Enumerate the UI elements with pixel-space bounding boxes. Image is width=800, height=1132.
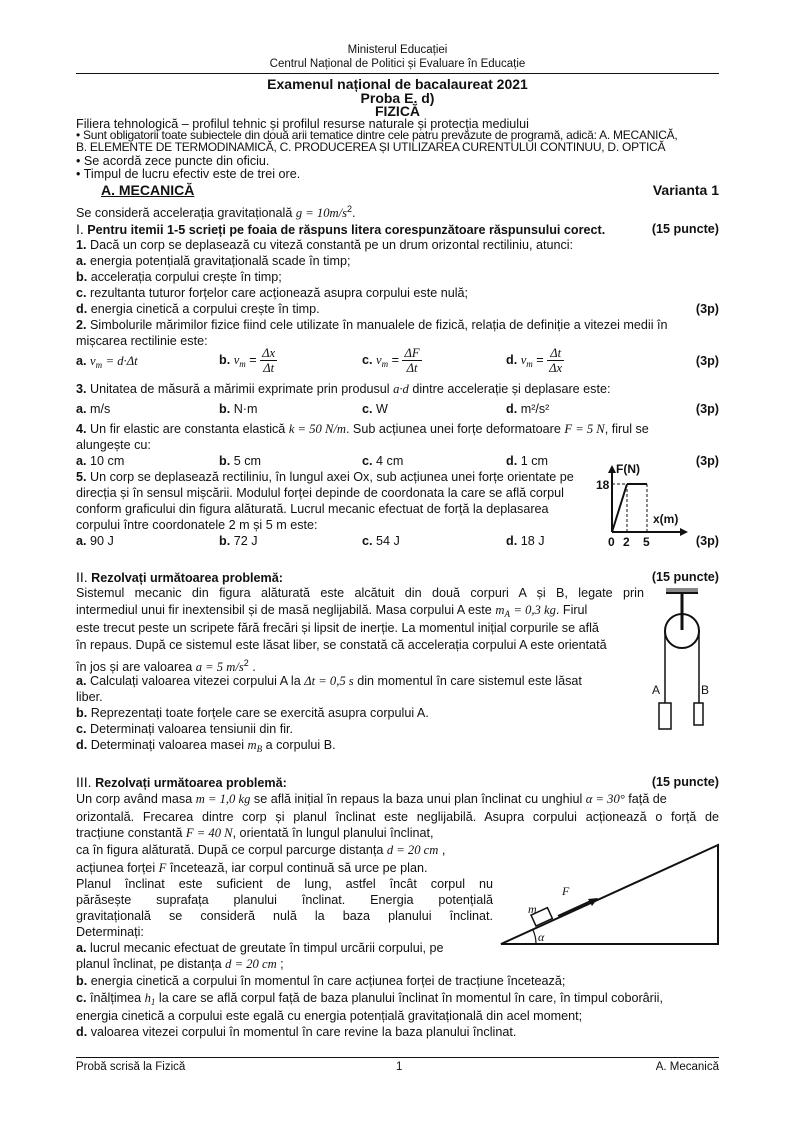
q4-number: 4. (76, 422, 87, 436)
part3-text: , (441, 843, 446, 857)
task-text: Determinați valoarea masei (90, 738, 244, 752)
option-text: rezultanta tuturor forțelor care acționează asupra corpului este nulă; (90, 286, 469, 300)
task-text: a corpului B. (265, 738, 336, 752)
q4-text-pre: Un fir elastic are constanta elastică (90, 422, 286, 436)
q3-stem (76, 382, 719, 397)
task-letter: d. (76, 1025, 88, 1039)
q2-option-d (506, 346, 564, 375)
mass-value: m = 1,0 kg (195, 792, 251, 806)
option-text: W (376, 402, 388, 416)
option-letter: d. (506, 402, 518, 416)
angle-label: α (538, 930, 545, 944)
part2-task-a (76, 674, 644, 689)
q5-number: 5. (76, 470, 87, 484)
q3-text-post: dintre accelerație și deplasare este: (412, 382, 611, 396)
option-text: accelerația corpului crește în timp; (90, 270, 282, 284)
equals-sign: = (536, 352, 544, 367)
q2-option-b (219, 346, 277, 375)
force-value: F = 40 N (185, 826, 233, 840)
task-expr: Δt = 0,5 s (304, 674, 354, 688)
part3-line-2: orizontală. Frecarea dintre corp și planul înclinat este neglijabilă. Asupra corpului acționează o forță de (76, 810, 719, 824)
part1-points: (15 puncte) (651, 222, 719, 236)
part3-task-b (76, 974, 719, 989)
mass-label: m (528, 902, 537, 916)
task-text: valoarea vitezei corpului în momentul în care revine la baza planului înclinat. (90, 1025, 517, 1039)
option-letter: d. (506, 454, 518, 468)
option-text: 18 J (520, 534, 545, 548)
part2-task-b (76, 706, 719, 721)
task-text: Reprezentați toate forțele care se exercită asupra corpului A. (90, 706, 429, 720)
q3-number: 3. (76, 382, 87, 396)
q2-option-c (362, 346, 422, 375)
part2-text: intermediul unui fir inextensibil și de masă neglijabilă. Masa corpului A este (76, 603, 492, 617)
task-letter: b. (76, 974, 88, 988)
q4-score: (3p) (695, 454, 719, 468)
part2-task-c (76, 722, 719, 737)
q4-text-mid: . Sub acțiunea unei forțe deformatoare (345, 422, 561, 436)
exam-subject: FIZICĂ (374, 103, 421, 119)
q2-number: 2. (76, 318, 87, 332)
option-formula: = d·Δt (105, 354, 138, 368)
q5-line-3: conform graficului din figura alăturată. Lucrul mecanic efectuat de forță la deplasarea (76, 502, 549, 516)
part3-text: tracțiune constantă (76, 826, 183, 840)
v-symbol: v (376, 352, 382, 367)
q1-option-a (76, 254, 719, 269)
q1-option-d (76, 302, 719, 317)
option-text: 4 cm (376, 454, 404, 468)
rules-bullet-1: • Sunt obligatorii toate subiectele din două arii tematice dintre cele patru prevăzute de programă, adică: A. MECANICĂ, (76, 128, 678, 142)
part3-text: , orientată în lungul planului înclinat, (232, 826, 434, 840)
option-letter: b. (219, 402, 231, 416)
q4-k-value: k = 50 N/m (288, 422, 346, 436)
q4-text-post: , firul se (604, 422, 649, 436)
fraction (402, 346, 421, 375)
q4-f-value: F = 5 N (564, 422, 605, 436)
x-tick-0: 0 (608, 535, 615, 549)
part3-roman: III. (76, 774, 92, 790)
part2-header (76, 570, 719, 586)
fraction (260, 346, 277, 375)
part3-text: ca în figura alăturată. După ce corpul parcurge distanța (76, 843, 384, 857)
task-text: înălțimea (90, 991, 142, 1005)
task-expr-sub: B (256, 744, 263, 754)
footer (76, 1060, 719, 1075)
gravity-suffix: . (352, 206, 356, 220)
exam-title: Examenul național de bacalaureat 2021 (267, 76, 528, 92)
option-text: m²/s² (520, 402, 550, 416)
q1-option-c (76, 286, 719, 301)
part3-line-8: gravitațională se consideră nulă la baza planului înclinat. (76, 909, 493, 923)
part3-task-d (76, 1025, 719, 1040)
part3-text: față de (628, 792, 667, 806)
task-letter: a. (76, 941, 87, 955)
option-letter: c. (362, 454, 373, 468)
q2-stem-cont: mișcarea rectilinie este: (76, 334, 208, 348)
part3-line-6: Planul înclinat este suficient de lung, astfel încât corpul nu (76, 877, 493, 891)
footer-left: Probă scrisă la Fizică (76, 1061, 186, 1073)
q1-number: 1. (76, 238, 87, 252)
body-a-label: A (652, 683, 661, 697)
q1-stem (76, 238, 719, 253)
equals-sign: = (391, 352, 399, 367)
filiera-text: Filiera tehnologică – profilul tehnic și profilul resurse naturale și protecția mediului (76, 117, 529, 131)
task-letter: a. (76, 674, 87, 688)
ministry-name: Ministerul Educației (347, 44, 448, 56)
q3-expression: a·d (393, 382, 409, 396)
center-name: Centrul Național de Politici și Evaluare în Educație (269, 58, 526, 70)
task-text: ; (280, 957, 284, 971)
x-tick-2: 2 (623, 535, 630, 549)
task-expr: m (247, 738, 257, 752)
option-letter: d. (76, 302, 88, 316)
part3-task-c-cont: energia cinetică a corpului este egală cu energia potențială gravitațională din acel moment; (76, 1009, 583, 1023)
part2-line-2 (76, 603, 644, 622)
equals-sign: = (249, 352, 257, 367)
q2-text: Simbolurile mărimilor fizice fiind cele utilizate în manualele de fizică, relația de definiție a vitezei medii în (90, 318, 668, 332)
part2-line-1: Sistemul mecanic din figura alăturată este alcătuit din două corpuri A și B, legate prin (76, 586, 644, 600)
q1-option-b (76, 270, 719, 285)
option-text: m/s (90, 402, 111, 416)
part3-header (76, 775, 719, 791)
option-text: 5 cm (233, 454, 261, 468)
mass-a-value: = 0,3 kg (513, 603, 556, 617)
part2-line-4: în repaus. După ce sistemul este lăsat liber, se constată că accelerația corpului A este orientată (76, 638, 607, 652)
force-symbol: F (158, 861, 167, 875)
q1-score: (3p) (695, 302, 719, 316)
part3-text: încetează, iar corpul continuă să urce pe plan. (169, 861, 428, 875)
angle-value: α = 30° (585, 792, 625, 806)
part2-roman: II. (76, 569, 88, 585)
fraction (547, 346, 564, 375)
part2-line-3: este trecut peste un scripete fără frecări și lipsit de inerție. La momentul inițial corpurile se află (76, 621, 599, 635)
option-letter: b. (219, 352, 231, 367)
distance-value: d = 20 cm (386, 843, 439, 857)
task-text: la care se află corpul față de baza planului înclinat în momentul în care, în timpul coborârii, (158, 991, 663, 1005)
inclined-plane-figure (498, 838, 723, 950)
q5-text: Un corp se deplasează rectiliniu, în lungul axei Ox, sub acțiunea unei forțe orientate pe (90, 470, 574, 484)
rules-bullet-2: • Se acordă zece puncte din oficiu. (76, 154, 270, 168)
accel-post: . (252, 660, 256, 674)
part2-task-d (76, 738, 719, 757)
part1-roman: I. (76, 221, 84, 237)
part1-header (76, 222, 719, 238)
section-title: A. MECANICĂ (101, 182, 195, 198)
part3-task-a-cont (76, 957, 719, 972)
option-text: 10 cm (90, 454, 125, 468)
q2-score: (3p) (695, 354, 719, 368)
force-label: F (562, 884, 570, 898)
pulley-figure (652, 588, 718, 733)
option-letter: c. (362, 402, 373, 416)
part3-text: Un corp având masa (76, 792, 193, 806)
v-subscript: m (95, 360, 103, 370)
body-b-label: B (701, 683, 710, 697)
part2-line-5 (76, 656, 644, 675)
part2-instruction: Rezolvați următoarea problemă: (91, 571, 283, 585)
y-axis-label: F(N) (616, 462, 640, 476)
accel-exponent: 2 (243, 658, 249, 668)
option-letter: c. (362, 352, 373, 367)
denominator: Δt (263, 361, 275, 375)
task-expr-sub: 1 (150, 997, 156, 1007)
option-letter: c. (362, 534, 373, 548)
v-subscript: m (526, 358, 533, 369)
x-axis-label: x(m) (653, 512, 679, 526)
option-text: energia potențială gravitațională scade în timp; (90, 254, 351, 268)
q4-stem-cont: alungește cu: (76, 438, 151, 452)
part3-task-c (76, 991, 719, 1010)
task-letter: b. (76, 706, 88, 720)
option-letter: d. (506, 534, 518, 548)
option-letter: d. (506, 352, 518, 367)
v-symbol: v (90, 354, 96, 368)
task-letter: c. (76, 722, 87, 736)
mass-a-symbol: m (495, 603, 505, 617)
option-text: N·m (233, 402, 258, 416)
v-subscript: m (239, 358, 246, 369)
q3-text-pre: Unitatea de măsură a mărimii exprimate prin produsul (90, 382, 390, 396)
footer-rule (76, 1057, 719, 1058)
part3-instruction: Rezolvați următoarea problemă: (95, 776, 287, 790)
q3-score: (3p) (695, 402, 719, 416)
part3-points: (15 puncte) (651, 775, 719, 789)
part3-line-7: părăsește suprafața planului înclinat. Energia potențială (76, 893, 493, 907)
gravity-line (76, 202, 719, 221)
task-letter: c. (76, 991, 87, 1005)
variant-label: Varianta 1 (652, 182, 719, 198)
rules-bullet-3: • Timpul de lucru efectiv este de trei ore. (76, 167, 301, 181)
task-expr: d = 20 cm (225, 957, 277, 971)
task-text: Determinați valoarea tensiunii din fir. (90, 722, 294, 736)
q2-stem (76, 318, 719, 333)
part2-points: (15 puncte) (651, 570, 719, 584)
exam-proba: Proba E. d) (360, 90, 435, 106)
rules-bullet-1-cont: B. ELEMENTE DE TERMODINAMICĂ, C. PRODUCEREA ȘI UTILIZAREA CURENTULUI CONTINUU, D. OPTICĂ (76, 140, 666, 154)
task-text: energia cinetică a corpului în momentul în care acțiunea forței de tracțiune încetează; (90, 974, 566, 988)
q5-score: (3p) (695, 534, 719, 548)
task-letter: d. (76, 738, 88, 752)
option-letter: c. (76, 286, 87, 300)
denominator: Δx (549, 361, 563, 375)
option-text: 72 J (233, 534, 258, 548)
q5-line-4: corpului între coordonatele 2 m și 5 m este: (76, 518, 318, 532)
option-letter: b. (219, 534, 231, 548)
task-text: planul înclinat, pe distanța (76, 957, 222, 971)
q2-option-a (76, 354, 138, 370)
part2-text: în jos și are valoarea (76, 660, 193, 674)
option-letter: b. (219, 454, 231, 468)
numerator: ΔF (404, 346, 420, 360)
part3-line-1 (76, 792, 719, 807)
task-text: lucrul mecanic efectuat de greutate în timpul urcării corpului, pe (90, 941, 444, 955)
v-symbol: v (233, 352, 240, 367)
part3-line-9: Determinați: (76, 925, 144, 939)
part3-text: acțiunea forței (76, 861, 156, 875)
option-letter: a. (76, 254, 87, 268)
part3-text: se află inițial în repaus la baza unui plan înclinat cu unghiul (253, 792, 583, 806)
accel-value: a = 5 m/s (195, 660, 244, 674)
option-text: 90 J (90, 534, 114, 548)
task-text: Calculați valoarea vitezei corpului A la (90, 674, 301, 688)
mass-a-subscript: A (504, 609, 510, 619)
denominator: Δt (406, 361, 418, 375)
task-expr: h (144, 991, 151, 1005)
v-subscript: m (381, 358, 389, 369)
pulley-svg (658, 588, 718, 733)
option-text: energia cinetică a corpului crește în timp. (90, 302, 320, 316)
numerator: Δt (547, 346, 564, 361)
task-text: din momentul în care sistemul este lăsat (357, 674, 582, 688)
option-letter: a. (76, 454, 87, 468)
gravity-value: g = 10m/s (295, 206, 348, 220)
part2-task-a-cont: liber. (76, 690, 103, 704)
numerator: Δx (262, 346, 276, 360)
footer-right: A. Mecanică (655, 1061, 719, 1073)
option-letter: b. (76, 270, 88, 284)
mass-a-post: . Firul (555, 603, 588, 617)
v-symbol: v (520, 352, 527, 367)
gravity-exponent: 2 (347, 204, 353, 214)
option-text: 1 cm (520, 454, 548, 468)
header-rule (76, 73, 719, 74)
q4-stem (76, 422, 719, 437)
part1-instruction: Pentru itemii 1-5 scrieți pe foaia de răspuns litera corespunzătoare răspunsului corect. (87, 223, 606, 237)
inclined-plane-svg (498, 838, 723, 950)
option-text: 54 J (376, 534, 400, 548)
y-tick-18: 18 (596, 478, 610, 492)
option-letter: a. (76, 354, 87, 368)
q5-line-2: direcția și în sensul mișcării. Modulul forței depinde de coordonata la care se află corpul (76, 486, 564, 500)
gravity-prefix: Se consideră accelerația gravitațională (76, 206, 293, 220)
x-tick-5: 5 (643, 535, 650, 549)
q1-text: Dacă un corp se deplasează cu viteză constantă pe un drum orizontal rectiliniu, atunci: (90, 238, 574, 252)
q5-line-1 (76, 470, 596, 485)
page-number: 1 (396, 1061, 403, 1073)
option-letter: a. (76, 402, 87, 416)
force-position-graph (596, 462, 696, 552)
option-letter: a. (76, 534, 87, 548)
